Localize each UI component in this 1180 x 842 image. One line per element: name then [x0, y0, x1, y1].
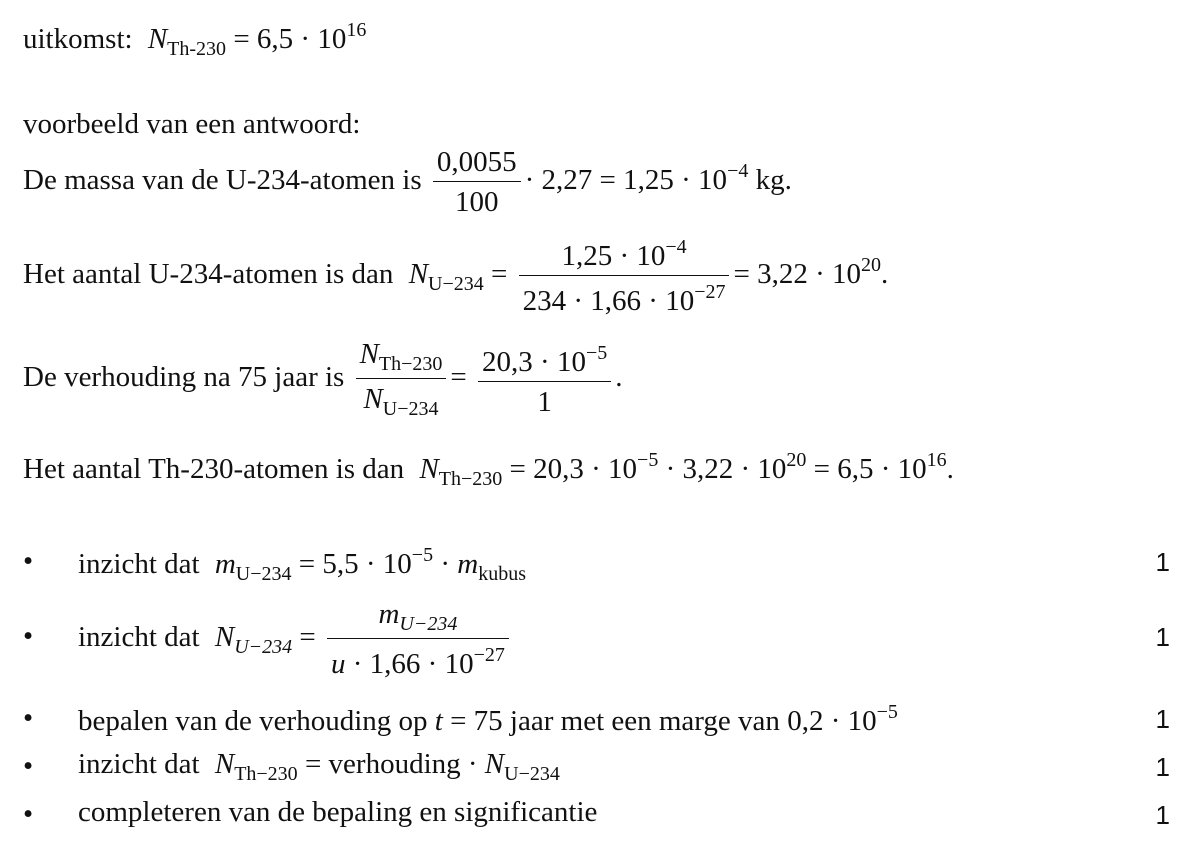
- denominator: 100: [433, 181, 521, 217]
- criterion-1: [78, 545, 526, 584]
- symbol-n: N: [363, 383, 383, 415]
- exponent: −5: [585, 341, 608, 364]
- fraction: [327, 600, 509, 679]
- score: 1: [1155, 752, 1170, 782]
- symbol-n: N: [408, 258, 429, 291]
- bullet: •: [23, 545, 34, 577]
- symbol-n: N: [214, 621, 235, 654]
- symbol-t: t: [434, 705, 443, 737]
- exponent: 20: [861, 254, 881, 277]
- subscript: Th−230: [438, 468, 503, 490]
- mass-text: De massa van de U-234-atomen is: [23, 164, 422, 197]
- score: 1: [1155, 622, 1170, 652]
- term: ·: [433, 548, 458, 580]
- exponent: 20: [786, 449, 807, 471]
- subscript: U−234: [382, 398, 439, 420]
- subscript: U−234: [234, 636, 293, 659]
- numerator-base: 1,25 · 10: [561, 240, 666, 272]
- symbol-m: m: [457, 548, 479, 580]
- criterion-text: inzicht dat: [78, 748, 200, 780]
- exponent: −27: [473, 644, 505, 666]
- exponent: −5: [876, 701, 898, 723]
- term: = 5,5 · 10: [298, 548, 412, 580]
- equals: =: [450, 361, 467, 394]
- ratio-line: [23, 340, 622, 419]
- symbol-n: N: [419, 453, 439, 485]
- equals: =: [491, 258, 508, 291]
- exponent: −5: [411, 544, 434, 566]
- criterion-3: [78, 702, 898, 736]
- score: 1: [1155, 800, 1170, 830]
- score: 1: [1155, 547, 1170, 577]
- subscript: kubus: [478, 563, 526, 585]
- criterion-2: [78, 600, 513, 679]
- denominator-base: · 1,66 · 10: [345, 648, 474, 680]
- subscript: Th−230: [378, 353, 443, 375]
- subscript: U−234: [235, 563, 292, 585]
- criterion-text: inzicht dat: [78, 621, 200, 654]
- term: = verhouding ·: [304, 748, 485, 780]
- denominator: [356, 378, 447, 419]
- denominator: [327, 638, 509, 679]
- equation-value: = 6,5 · 10: [233, 23, 347, 55]
- term: = 6,5 · 10: [806, 453, 927, 485]
- symbol-n: N: [359, 338, 379, 370]
- denominator-base: 234 · 1,66 · 10: [522, 285, 695, 317]
- score: 1: [1155, 704, 1170, 734]
- margin-value: 0,2 · 10: [787, 705, 877, 737]
- denominator: 1: [478, 381, 611, 417]
- criterion-text: = 75 jaar met een marge van: [442, 705, 780, 737]
- symbol-n: N: [214, 748, 235, 780]
- exponent: −5: [637, 449, 659, 471]
- numerator: 0,0055: [436, 146, 517, 178]
- bullet: •: [23, 702, 34, 734]
- exponent: 16: [926, 449, 947, 471]
- symbol-u: u: [331, 648, 346, 680]
- bullet: •: [23, 750, 34, 782]
- denominator: [519, 275, 730, 316]
- term: · 3,22 · 10: [658, 453, 787, 485]
- result: = 3,22 · 10: [733, 258, 861, 291]
- numerator: [478, 343, 611, 381]
- period: .: [946, 453, 954, 485]
- symbol-n: N: [484, 748, 505, 780]
- term: = 20,3 · 10: [509, 453, 638, 485]
- exponent: 16: [346, 19, 367, 41]
- criterion-4: [78, 750, 560, 784]
- exponent: −4: [665, 236, 687, 258]
- period: .: [615, 361, 623, 394]
- symbol-m: m: [214, 548, 236, 580]
- subscript: Th−230: [234, 763, 298, 785]
- numerator: [356, 340, 447, 378]
- numerator: [519, 237, 730, 275]
- example-heading: voorbeeld van een antwoord:: [23, 108, 361, 140]
- subscript: U−234: [428, 273, 484, 296]
- th-count-line: [23, 450, 954, 489]
- outcome-line: [23, 20, 366, 59]
- ratio-text: De verhouding na 75 jaar is: [23, 361, 345, 394]
- bullet: •: [23, 798, 34, 830]
- equals: =: [299, 621, 316, 654]
- bullet: •: [23, 620, 34, 652]
- subscript: Th-230: [167, 38, 227, 60]
- criterion-5: completeren van de bepaling en significantie: [78, 796, 598, 828]
- period: .: [881, 258, 889, 291]
- outcome-label: uitkomst:: [23, 23, 133, 55]
- subscript: U−234: [399, 613, 458, 635]
- th-count-text: Het aantal Th-230-atomen is dan: [23, 453, 405, 485]
- mass-rest: · 2,27 = 1,25 · 10: [524, 164, 728, 197]
- subscript: U−234: [504, 763, 560, 785]
- exponent: −27: [694, 281, 726, 303]
- fraction: [519, 237, 730, 316]
- exponent: −4: [727, 160, 749, 183]
- symbol-n: N: [147, 23, 168, 55]
- numerator-base: 20,3 · 10: [482, 345, 586, 378]
- criterion-text: bepalen van de verhouding op: [78, 705, 428, 737]
- fraction: [356, 340, 447, 419]
- criterion-text: inzicht dat: [78, 548, 200, 580]
- numerator: [327, 600, 509, 638]
- fraction: [433, 148, 521, 217]
- symbol-m: m: [378, 598, 400, 630]
- atom-count-line: [23, 237, 888, 316]
- mass-line: [23, 148, 792, 217]
- fraction: [478, 343, 611, 417]
- unit: kg.: [748, 164, 792, 197]
- atom-count-text: Het aantal U-234-atomen is dan: [23, 258, 394, 291]
